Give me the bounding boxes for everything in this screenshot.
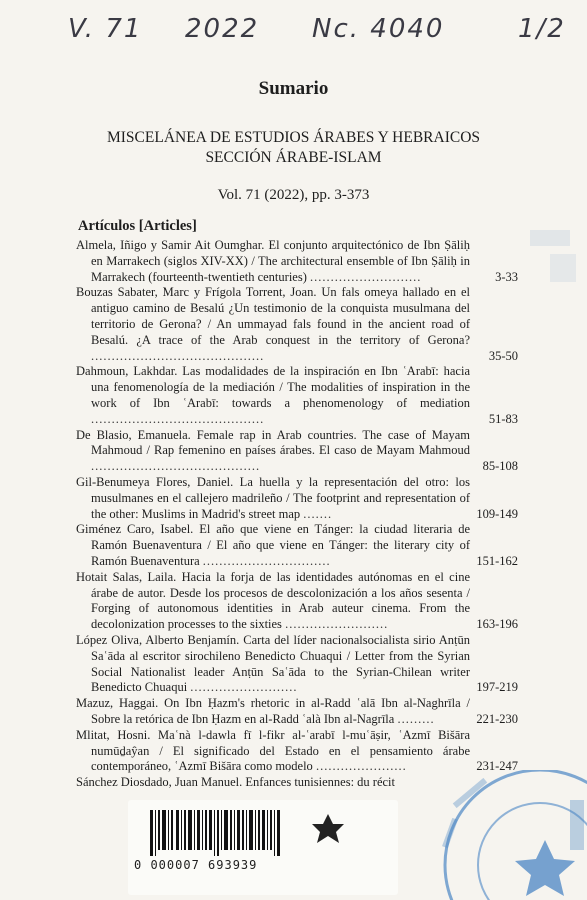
barcode-number: 0 000007 693939 — [134, 858, 258, 872]
handwritten-volume: V. 71 — [68, 14, 143, 44]
entry-text: Gil-Benumeya Flores, Daniel. La huella y la representación del otro: los musulmanes en el callejero madrileño / The footprint and representation of the other: Muslims in Madrid's street map — [76, 474, 470, 521]
entry-pages: 3-33 — [495, 269, 518, 284]
entry-text: Almela, Iñigo y Samir Ait Oumghar. El conjunto arquitectónico de Ibn Ṣāliḥ en Marrakech (siglos XIV-XX) / The architectural ensemble of Ibn Ṣāliḥ in Marrakech (fourteenth-twentieth centuries) — [76, 238, 470, 284]
handwritten-year: 2022 — [185, 14, 260, 44]
volume-info: Vol. 71 (2022), pp. 3-373 — [217, 187, 370, 203]
journal-name — [0, 128, 587, 168]
toc-entry[interactable]: Dahmoun, Lakhdar. Las modalidades de la inspiración en Ibn ʿArabī: hacia una fenomenología de la mediación / The modalities of inspiration in the work of Ibn ʿArabī: towards a phenomenology of mediation .......................................... 51-83 — [76, 364, 518, 426]
entry-pages: 163-196 — [476, 617, 518, 632]
entry-text: Bouzas Sabater, Marc y Frígola Torrent, Joan. Un fals omeya hallado en el antiguo camino de Besalú ¿Un testimonio de la conquista musulmana del territorio de Gerona? / An ummayad fals found in the ancient road of Besalú. ¿A trace of the Arab conquest in the territory of Gerona? — [76, 285, 470, 347]
handwritten-annotation — [0, 6, 587, 54]
entry-pages: 35-50 — [488, 348, 518, 363]
table-of-contents — [76, 238, 518, 791]
handwritten-part: 1/2 — [518, 14, 566, 44]
entry-pages: 197-219 — [476, 680, 518, 695]
entry-text: Mazuz, Haggai. On Ibn Ḥazm's rhetoric in al-Radd ʿalā Ibn al-Naghrīla / Sobre la retórica de Ibn Ḥazm en al-Radd ʿalà Ibn al-Nagrīla — [76, 696, 470, 726]
toc-entry[interactable]: López Oliva, Alberto Benjamín. Carta del líder nacionalsocialista sirio Anṭūn Saʿāda al escritor sirochileno Benedicto Chuaqui / Letter from the Syrian Social Nationalist leader Anṭūn Saʿāda to the Syrian-Chilean writer Benedicto Chuaqui .......................... 197-219 — [76, 632, 518, 695]
toc-entry[interactable]: Giménez Caro, Isabel. El año que viene en Tánger: la ciudad literaria de Ramón Buenaventura / El año que viene en Tánger: the literary city of Ramón Buenaventura ............................... 151-162 — [76, 522, 518, 568]
toc-entry[interactable]: Mazuz, Haggai. On Ibn Ḥazm's rhetoric in al-Radd ʿalā Ibn al-Naghrīla / Sobre la retórica de Ibn Ḥazm en al-Radd ʿalà Ibn al-Nagrīla ......... 221-230 — [76, 696, 518, 726]
toc-entry[interactable]: Hotait Salas, Laila. Hacia la forja de las identidades autónomas en el cine árabe de autor. Desde los procesos de descolonización a los años sesenta / Forging of autonomous identities in Arab auteur cinema. From the decolonization processes to the sixties ......................... 163-196 — [76, 569, 518, 632]
section-title: Artículos [Articles] — [78, 218, 197, 234]
library-stamp-icon — [420, 770, 587, 900]
entry-text: Sánchez Diosdado, Juan Manuel. Enfances tunisiennes: du récit — [76, 775, 396, 790]
journal-line-2: SECCIÓN ÁRABE-ISLAM — [205, 149, 382, 166]
handwritten-number: Nc. 4040 — [312, 14, 445, 44]
entry-pages: 109-149 — [476, 506, 518, 521]
toc-entry[interactable]: De Blasio, Emanuela. Female rap in Arab countries. The case of Mayam Mahmoud / Rap femenino en países árabes. El caso de Mayam Mahmoud ......................................... 85-108 — [76, 427, 518, 474]
toc-entry[interactable]: Gil-Benumeya Flores, Daniel. La huella y la representación del otro: los musulmanes en el callejero madrileño / The footprint and representation of the other: Muslims in Madrid's street map ....... 109-149 — [76, 474, 518, 521]
entry-pages: 231-247 — [476, 759, 518, 774]
barcode-icon — [150, 810, 360, 858]
entry-text: López Oliva, Alberto Benjamín. Carta del líder nacionalsocialista sirio Anṭūn Saʿāda al escritor sirochileno Benedicto Chuaqui / Letter from the Syrian Social Nationalist leader Anṭūn Saʿāda to the Syrian-Chilean writer Benedicto Chuaqui — [76, 632, 470, 695]
entry-text: Dahmoun, Lakhdar. Las modalidades de la inspiración en Ibn ʿArabī: hacia una fenomenología de la mediación / The modalities of inspiration in the work of Ibn ʿArabī: towards a phenomenology of mediation — [76, 364, 470, 410]
entry-text: Giménez Caro, Isabel. El año que viene en Tánger: la ciudad literaria de Ramón Buenaventura / El año que viene en Tánger: the literary city of Ramón Buenaventura — [76, 522, 470, 568]
stamp-bleed-mark-icon — [520, 230, 580, 290]
entry-pages: 221-230 — [476, 711, 518, 726]
toc-entry[interactable]: Almela, Iñigo y Samir Ait Oumghar. El conjunto arquitectónico de Ibn Ṣāliḥ en Marrakech (siglos XIV-XX) / The architectural ensemble of Ibn Ṣāliḥ in Marrakech (fourteenth-twentieth centuries) ........................... 3-33 — [76, 238, 518, 284]
journal-line-1: MISCELÁNEA DE ESTUDIOS ÁRABES Y HEBRAICOS — [106, 129, 481, 146]
entry-pages: 85-108 — [482, 459, 518, 474]
entry-text: Mlitat, Hosni. Maʿnà l-dawla fī l-fikr al-ʿarabī l-muʿāṣir, ʿAzmī Bišāra numūḏaŷan / El significado del Estado en el pensamiento árabe contemporáneo, ʿAzmī Bišāra como modelo — [76, 727, 470, 774]
entry-pages: 51-83 — [488, 411, 518, 426]
toc-entry[interactable]: Bouzas Sabater, Marc y Frígola Torrent, Joan. Un fals omeya hallado en el antiguo camino de Besalú ¿Un testimonio de la conquista musulmana del territorio de Gerona? / An ummayad fals found in the ancient road of Besalú. ¿A trace of the Arab conquest in the territory of Gerona? .......................................... 35-50 — [76, 285, 518, 363]
entry-text: Hotait Salas, Laila. Hacia la forja de las identidades autónomas en el cine árabe de autor. Desde los procesos de descolonización a los años sesenta / Forging of autonomous identities in Arab auteur cinema. From the decolonization processes to the sixties — [76, 569, 470, 632]
toc-entry[interactable]: Mlitat, Hosni. Maʿnà l-dawla fī l-fikr al-ʿarabī l-muʿāṣir, ʿAzmī Bišāra numūḏaŷan / El significado del Estado en el pensamiento árabe contemporáneo, ʿAzmī Bišāra como modelo ...................... 231-247 — [76, 727, 518, 774]
entry-text: De Blasio, Emanuela. Female rap in Arab countries. The case of Mayam Mahmoud / Rap femenino en países árabes. El caso de Mayam Mahmoud — [76, 427, 470, 458]
entry-pages: 151-162 — [476, 553, 518, 568]
page-title: Sumario — [258, 78, 329, 99]
